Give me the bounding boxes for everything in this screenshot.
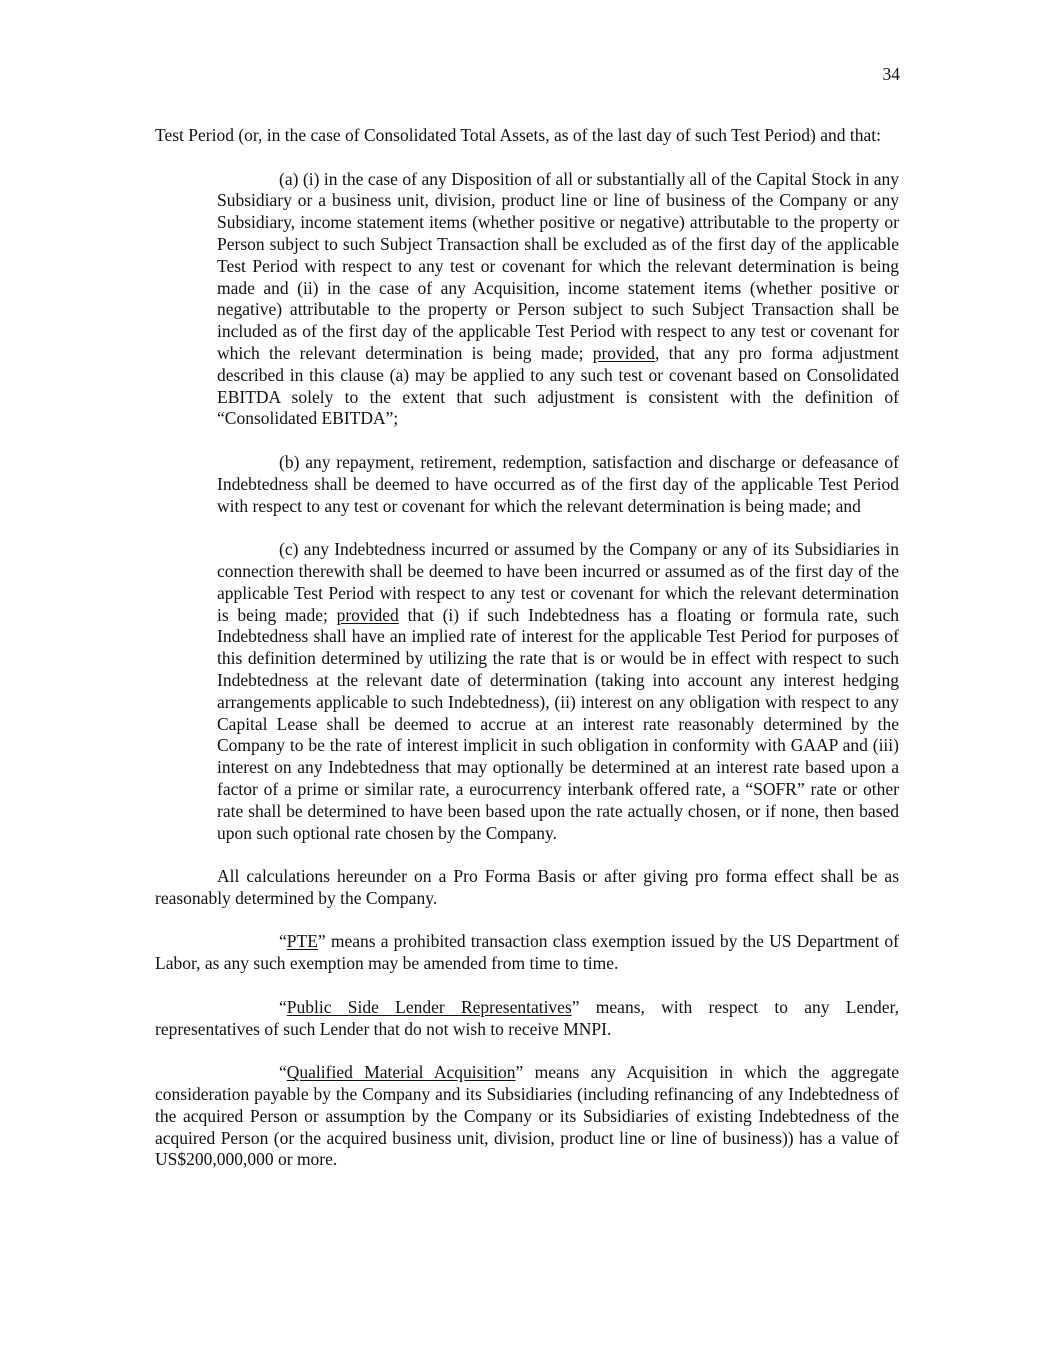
definition-qma-open-quote: “ — [279, 1062, 287, 1083]
definition-pte-text: ” means a prohibited transaction class exemption issued by the US Department of Labor, as any such exemption may be amended from time to time. — [155, 931, 899, 974]
definition-pte-open-quote: “ — [279, 931, 287, 952]
clause-c-text: (c) any Indebtedness incurred or assumed by the Company or any of its Subsidiaries in connection therewith shall be deemed to have been incurred or assumed as of the first day of the applicable Test Period with respect to any test or covenant for which the relevant determination is being made; — [217, 539, 899, 625]
definition-qma-term: Qualified Material Acquisition — [286, 1062, 516, 1083]
page-number: 34 — [882, 64, 900, 84]
clause-a-text: (a) (i) in the case of any Disposition of all or substantially all of the Capital Stock in any Subsidiary or a business unit, division, product line or line of business of the Company or any Subsidiary, income statement items (whether positive or negative) attributable to the property or Person subject to such Subject Transaction shall be excluded as of the first day of the applicable Test Period with respect to any test or covenant for which the relevant determination is being made and (ii) in the case of any Acquisition, income statement items (whether positive or negative) attributable to the property or Person subject to such Subject Transaction shall be included as of the first day of the applicable Test Period with respect to any test or covenant for which the relevant determination is being made; — [217, 168, 899, 363]
definition-public-side-text: ” means, with respect to any Lender, representatives of such Lender that do not wish to receive MNPI. — [155, 996, 899, 1039]
clause-c — [217, 539, 899, 844]
definition-pte — [155, 931, 899, 975]
clause-list — [217, 169, 899, 845]
clause-b: (b) any repayment, retirement, redemption, satisfaction and discharge or defeasance of Indebtedness shall be deemed to have occurred as of the first day of the applicable Test Period with respect to any test or covenant for which the relevant determination is being made; and — [217, 451, 899, 516]
intro-paragraph: Test Period (or, in the case of Consolidated Total Assets, as of the last day of such Test Period) and that: — [155, 125, 881, 145]
definition-qualified-material-acquisition — [155, 1062, 899, 1171]
definition-public-side-lender-representatives — [155, 997, 899, 1041]
document-body — [155, 125, 899, 1171]
clause-a-provided: provided — [592, 342, 655, 363]
clause-c-text-end: that (i) if such Indebtedness has a floating or formula rate, such Indebtedness shall have an implied rate of interest for the applicable Test Period for purposes of this definition determined by utilizing the rate that is or would be in effect with respect to such Indebtedness at the relevant date of determination (taking into account any interest hedging arrangements applicable to such Indebtedness), (ii) interest on any obligation with respect to any Capital Lease shall be deemed to accrue at an interest rate reasonably determined by the Company to be the rate of interest implicit in such obligation in conformity with GAAP and (iii) interest on any Indebtedness that may optionally be determined at an interest rate based upon a factor of a prime or similar rate, a eurocurrency interbank offered rate, a “SOFR” rate or other rate shall be determined to have been based upon the rate actually chosen, or if none, then based upon such optional rate chosen by the Company. — [217, 604, 899, 843]
clause-a — [217, 169, 899, 431]
definition-public-side-open-quote: “ — [279, 996, 287, 1017]
definition-qma-text: ” means any Acquisition in which the aggregate consideration payable by the Company and its Subsidiaries (including refinancing of any Indebtedness of the acquired Person or assumption by the Company or its Subsidiaries of existing Indebtedness of the acquired Person (or the acquired business unit, division, product line or line of business)) has a value of US$200,000,000 or more. — [155, 1062, 899, 1170]
calculations-paragraph: All calculations hereunder on a Pro Forma Basis or after giving pro forma effect shall be as reasonably determined by the Company. — [155, 866, 899, 908]
clause-a-text-end: , that any pro forma adjustment described in this clause (a) may be applied to any such test or covenant based on Consolidated EBITDA solely to the extent that such adjustment is consistent with the definition of “Consolidated EBITDA”; — [217, 342, 899, 429]
definition-public-side-term: Public Side Lender Representatives — [286, 996, 572, 1017]
clause-c-provided: provided — [336, 604, 399, 625]
definition-pte-term: PTE — [286, 931, 318, 952]
